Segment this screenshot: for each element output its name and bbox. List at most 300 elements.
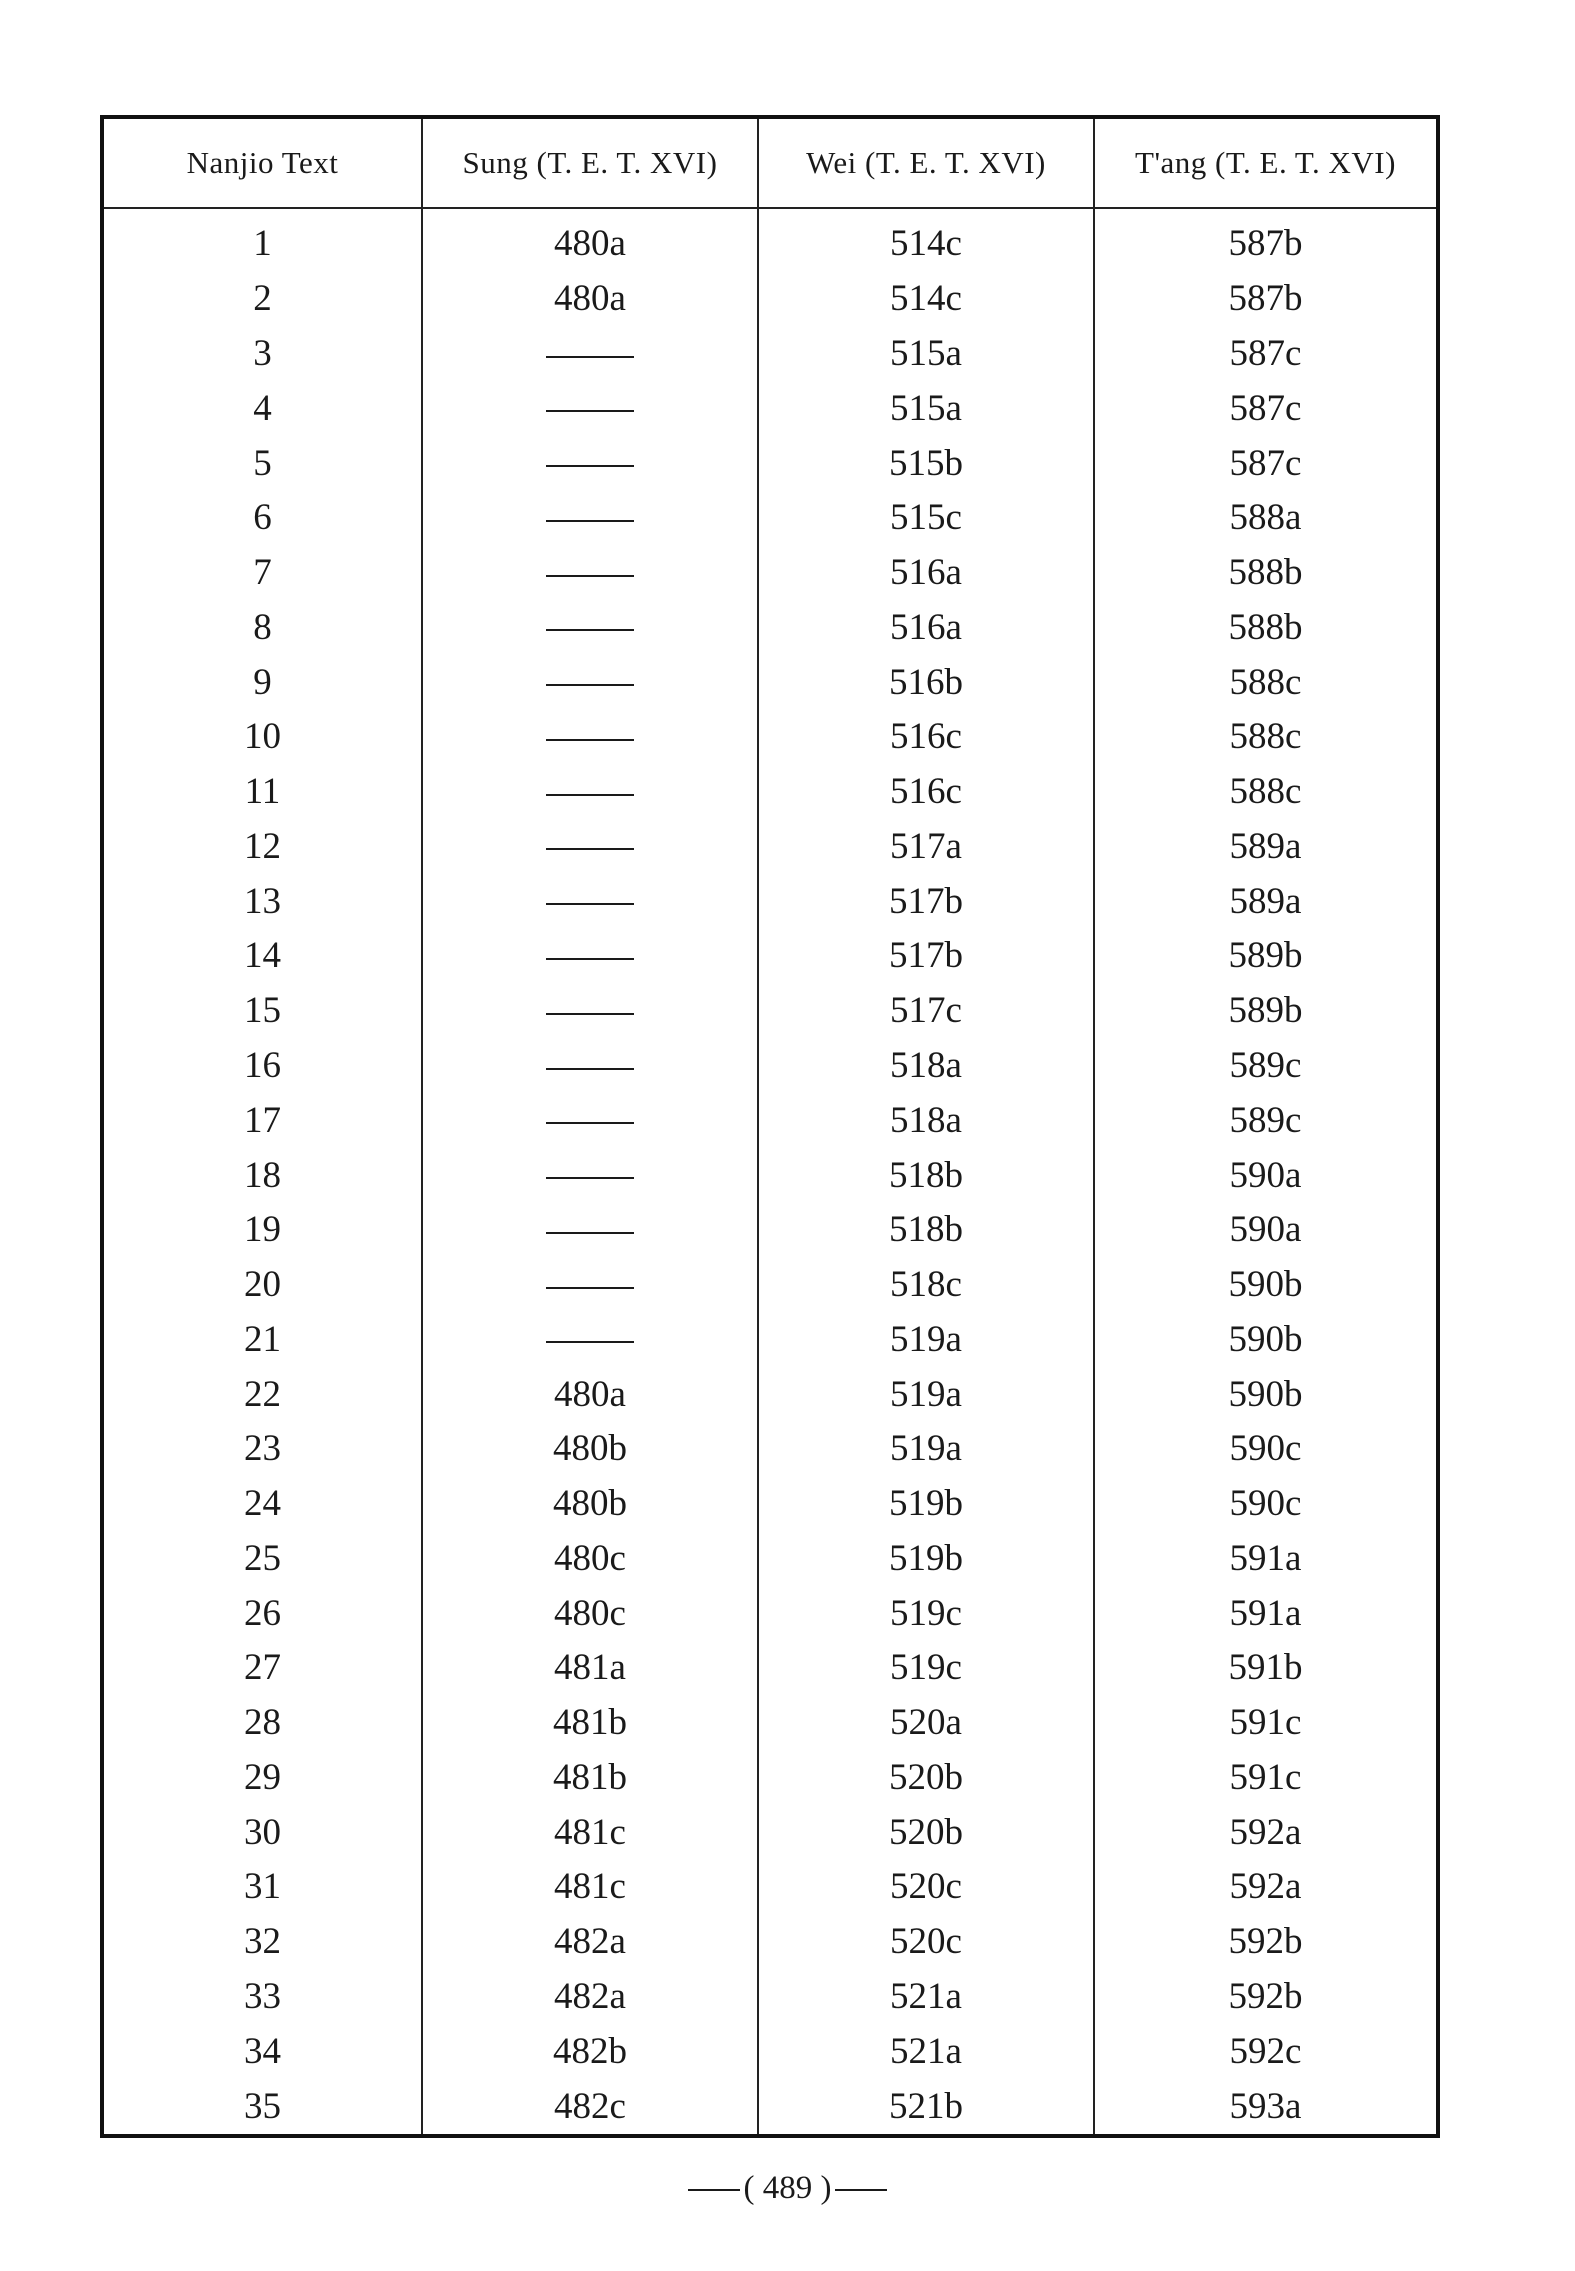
cell-wei — [758, 2024, 1094, 2079]
cell-nanjio-text — [104, 546, 422, 601]
cell-sung — [422, 929, 758, 984]
cell-sung — [422, 1093, 758, 1148]
cell-value: 517b — [889, 935, 963, 977]
cell-tang — [1094, 272, 1436, 327]
cell-nanjio-text — [104, 1039, 422, 1094]
cell-tang — [1094, 655, 1436, 710]
cell-tang — [1094, 1367, 1436, 1422]
cell-tang — [1094, 491, 1436, 546]
cell-nanjio-text — [104, 436, 422, 491]
cell-value: 520b — [889, 1811, 963, 1853]
cell-value: 6 — [253, 497, 272, 539]
cell-wei — [758, 1093, 1094, 1148]
cell-value: 593a — [1229, 2085, 1302, 2127]
cell-tang — [1094, 2079, 1436, 2134]
cell-sung — [422, 710, 758, 765]
cell-value: 515a — [890, 387, 962, 429]
cell-value: 9 — [253, 661, 272, 703]
no-entry-dash — [546, 903, 634, 905]
cell-wei — [758, 546, 1094, 601]
cell-value: 22 — [244, 1373, 281, 1415]
cell-value: 482b — [553, 2030, 627, 2072]
cell-wei — [758, 1805, 1094, 1860]
cell-nanjio-text — [104, 1148, 422, 1203]
cell-wei — [758, 710, 1094, 765]
cell-value: 8 — [253, 606, 272, 648]
cell-value: 481b — [553, 1702, 627, 1744]
table-row — [104, 1477, 1436, 1532]
cell-wei — [758, 1970, 1094, 2025]
cell-nanjio-text — [104, 1258, 422, 1313]
table-row — [104, 2024, 1436, 2079]
cell-value: 480b — [553, 1483, 627, 1525]
cell-tang — [1094, 327, 1436, 382]
cell-value: 482a — [554, 1921, 626, 1963]
cell-value: 515c — [890, 497, 962, 539]
cell-value: 587b — [1228, 278, 1303, 320]
cell-value: 591c — [1229, 1756, 1302, 1798]
cell-sung — [422, 436, 758, 491]
cell-nanjio-text — [104, 1532, 422, 1587]
cell-nanjio-text — [104, 208, 422, 272]
cell-value: 590b — [1228, 1373, 1303, 1415]
cell-value: 517b — [889, 880, 963, 922]
cell-value: 480a — [554, 1373, 626, 1415]
cell-value: 589b — [1228, 935, 1303, 977]
cell-tang — [1094, 1970, 1436, 2025]
cell-value: 10 — [244, 716, 281, 758]
cell-value: 481c — [554, 1866, 626, 1908]
no-entry-dash — [546, 1122, 634, 1124]
cell-tang — [1094, 1805, 1436, 1860]
cell-sung — [422, 1970, 758, 2025]
cell-wei — [758, 929, 1094, 984]
cell-value: 520c — [890, 1866, 962, 1908]
cell-wei — [758, 327, 1094, 382]
cell-nanjio-text — [104, 1203, 422, 1258]
table-row — [104, 1312, 1436, 1367]
cell-tang — [1094, 208, 1436, 272]
cell-value: 589c — [1229, 1044, 1302, 1086]
table-row — [104, 765, 1436, 820]
cell-tang — [1094, 1751, 1436, 1806]
cell-tang — [1094, 1477, 1436, 1532]
cell-value: 35 — [244, 2085, 281, 2127]
cell-value: 516a — [890, 606, 962, 648]
cell-wei — [758, 1751, 1094, 1806]
table-row — [104, 1532, 1436, 1587]
cell-wei — [758, 272, 1094, 327]
cell-value: 3 — [253, 333, 272, 375]
cell-value: 482c — [554, 2085, 626, 2127]
cell-wei — [758, 655, 1094, 710]
cell-nanjio-text — [104, 1422, 422, 1477]
cell-value: 15 — [244, 990, 281, 1032]
cell-tang — [1094, 1696, 1436, 1751]
cell-value: 30 — [244, 1811, 281, 1853]
cell-value: 16 — [244, 1044, 281, 1086]
cell-value: 33 — [244, 1976, 281, 2017]
cell-value: 27 — [244, 1647, 281, 1689]
table-row — [104, 546, 1436, 601]
page-number-text: ( 489 ) — [743, 2170, 832, 2206]
table-row — [104, 1970, 1436, 2025]
cell-value: 587c — [1229, 442, 1302, 484]
cell-value: 590a — [1229, 1154, 1302, 1196]
no-entry-dash — [546, 520, 634, 522]
cell-value: 592b — [1228, 1976, 1303, 2017]
cell-value: 591c — [1229, 1702, 1302, 1744]
cell-value: 31 — [244, 1866, 281, 1908]
cell-value: 590b — [1228, 1318, 1303, 1360]
cell-value: 518c — [890, 1264, 962, 1306]
cell-sung — [422, 1586, 758, 1641]
header-row — [104, 119, 1436, 208]
cell-nanjio-text — [104, 765, 422, 820]
table-row — [104, 1367, 1436, 1422]
cell-wei — [758, 1586, 1094, 1641]
cell-value: 588c — [1229, 771, 1302, 813]
cell-tang — [1094, 1093, 1436, 1148]
table-row — [104, 874, 1436, 929]
cell-tang — [1094, 984, 1436, 1039]
cell-wei — [758, 1641, 1094, 1696]
cell-tang — [1094, 1641, 1436, 1696]
cell-wei — [758, 820, 1094, 875]
cell-value: 29 — [244, 1756, 281, 1798]
cell-sung — [422, 1915, 758, 1970]
cell-tang — [1094, 710, 1436, 765]
cell-sung — [422, 2079, 758, 2134]
cell-nanjio-text — [104, 710, 422, 765]
cell-sung — [422, 1367, 758, 1422]
cell-nanjio-text — [104, 1696, 422, 1751]
cell-value: 589a — [1229, 825, 1302, 867]
cell-value: 519a — [890, 1428, 962, 1470]
cell-nanjio-text — [104, 1805, 422, 1860]
cell-value: 591a — [1229, 1592, 1302, 1634]
page-number — [0, 2170, 1575, 2207]
cell-value: 589c — [1229, 1099, 1302, 1141]
page-number-rule-right — [835, 2189, 887, 2191]
cell-value: 521a — [890, 1976, 962, 2017]
cell-wei — [758, 984, 1094, 1039]
cell-value: 521a — [890, 2030, 962, 2072]
cell-nanjio-text — [104, 874, 422, 929]
table-row — [104, 381, 1436, 436]
cell-wei — [758, 1367, 1094, 1422]
column-header-nanjio-text: Nanjio Text — [104, 119, 422, 208]
cell-nanjio-text — [104, 327, 422, 382]
cell-value: 515b — [889, 442, 963, 484]
cell-tang — [1094, 1532, 1436, 1587]
column-header-wei: Wei (T. E. T. XVI) — [758, 119, 1094, 208]
no-entry-dash — [546, 410, 634, 412]
cell-value: 588a — [1229, 497, 1302, 539]
cell-value: 517c — [890, 990, 962, 1032]
no-entry-dash — [546, 629, 634, 631]
cell-value: 518b — [889, 1154, 963, 1196]
table-row — [104, 491, 1436, 546]
cell-wei — [758, 1915, 1094, 1970]
cell-sung — [422, 1532, 758, 1587]
cell-value: 521b — [889, 2085, 963, 2127]
cell-value: 2 — [253, 278, 272, 320]
cell-wei — [758, 1422, 1094, 1477]
cell-value: 514c — [890, 278, 962, 320]
cell-wei — [758, 765, 1094, 820]
cell-value: 591b — [1228, 1647, 1303, 1689]
cell-value: 480b — [553, 1428, 627, 1470]
cell-tang — [1094, 1422, 1436, 1477]
concordance-table — [104, 119, 1436, 2134]
cell-value: 32 — [244, 1921, 281, 1963]
no-entry-dash — [546, 1341, 634, 1343]
table-row — [104, 1641, 1436, 1696]
cell-value: 592c — [1229, 2030, 1302, 2072]
table-row — [104, 1860, 1436, 1915]
cell-sung — [422, 272, 758, 327]
cell-tang — [1094, 820, 1436, 875]
cell-value: 28 — [244, 1702, 281, 1744]
cell-value: 588b — [1228, 552, 1303, 594]
cell-value: 519b — [889, 1537, 963, 1579]
cell-value: 516b — [889, 661, 963, 703]
cell-value: 592a — [1229, 1866, 1302, 1908]
table-body — [104, 208, 1436, 2134]
table-row — [104, 1751, 1436, 1806]
cell-value: 588c — [1229, 661, 1302, 703]
cell-value: 516c — [890, 771, 962, 813]
cell-value: 590c — [1229, 1483, 1302, 1525]
cell-value: 519b — [889, 1483, 963, 1525]
cell-tang — [1094, 546, 1436, 601]
cell-value: 482a — [554, 1976, 626, 2017]
cell-wei — [758, 600, 1094, 655]
cell-tang — [1094, 2024, 1436, 2079]
table-row — [104, 1148, 1436, 1203]
no-entry-dash — [546, 739, 634, 741]
cell-value: 13 — [244, 880, 281, 922]
page-number-rule-left — [688, 2189, 740, 2191]
cell-value: 19 — [244, 1209, 281, 1251]
cell-sung — [422, 1148, 758, 1203]
cell-sung — [422, 327, 758, 382]
cell-value: 480a — [554, 223, 626, 265]
no-entry-dash — [546, 356, 634, 358]
cell-value: 519c — [890, 1647, 962, 1689]
no-entry-dash — [546, 684, 634, 686]
cell-sung — [422, 1258, 758, 1313]
cell-value: 519a — [890, 1373, 962, 1415]
cell-wei — [758, 381, 1094, 436]
concordance-table-frame — [100, 115, 1440, 2138]
cell-sung — [422, 491, 758, 546]
table-row — [104, 1203, 1436, 1258]
cell-tang — [1094, 1586, 1436, 1641]
cell-sung — [422, 1203, 758, 1258]
cell-value: 518a — [890, 1044, 962, 1086]
cell-value: 4 — [253, 387, 272, 429]
cell-sung — [422, 984, 758, 1039]
cell-value: 592a — [1229, 1811, 1302, 1853]
cell-value: 589b — [1228, 990, 1303, 1032]
cell-wei — [758, 436, 1094, 491]
cell-value: 34 — [244, 2030, 281, 2072]
cell-value: 480a — [554, 278, 626, 320]
cell-value: 518a — [890, 1099, 962, 1141]
cell-value: 20 — [244, 1264, 281, 1306]
cell-tang — [1094, 765, 1436, 820]
cell-value: 589a — [1229, 880, 1302, 922]
cell-wei — [758, 1312, 1094, 1367]
cell-nanjio-text — [104, 491, 422, 546]
cell-sung — [422, 2024, 758, 2079]
cell-nanjio-text — [104, 1367, 422, 1422]
no-entry-dash — [546, 848, 634, 850]
table-row — [104, 436, 1436, 491]
cell-value: 480c — [554, 1537, 626, 1579]
table-row — [104, 929, 1436, 984]
cell-wei — [758, 1860, 1094, 1915]
table-row — [104, 208, 1436, 272]
no-entry-dash — [546, 794, 634, 796]
cell-value: 24 — [244, 1483, 281, 1525]
cell-nanjio-text — [104, 2079, 422, 2134]
cell-value: 520b — [889, 1756, 963, 1798]
table-row — [104, 710, 1436, 765]
cell-nanjio-text — [104, 1915, 422, 1970]
cell-sung — [422, 381, 758, 436]
cell-nanjio-text — [104, 1641, 422, 1696]
cell-nanjio-text — [104, 820, 422, 875]
cell-value: 592b — [1228, 1921, 1303, 1963]
table-row — [104, 1586, 1436, 1641]
table-row — [104, 600, 1436, 655]
cell-sung — [422, 546, 758, 601]
cell-sung — [422, 820, 758, 875]
cell-nanjio-text — [104, 984, 422, 1039]
cell-value: 17 — [244, 1099, 281, 1141]
table-row — [104, 1422, 1436, 1477]
cell-value: 12 — [244, 825, 281, 867]
cell-value: 26 — [244, 1592, 281, 1634]
cell-nanjio-text — [104, 1093, 422, 1148]
cell-wei — [758, 2079, 1094, 2134]
cell-nanjio-text — [104, 272, 422, 327]
cell-value: 588c — [1229, 716, 1302, 758]
no-entry-dash — [546, 1177, 634, 1179]
cell-tang — [1094, 874, 1436, 929]
no-entry-dash — [546, 575, 634, 577]
table-row — [104, 655, 1436, 710]
cell-sung — [422, 1422, 758, 1477]
cell-value: 520a — [890, 1702, 962, 1744]
cell-sung — [422, 208, 758, 272]
table-row — [104, 1915, 1436, 1970]
table-row — [104, 1039, 1436, 1094]
cell-nanjio-text — [104, 1970, 422, 2025]
cell-wei — [758, 1258, 1094, 1313]
cell-value: 588b — [1228, 606, 1303, 648]
cell-sung — [422, 1039, 758, 1094]
cell-value: 517a — [890, 825, 962, 867]
cell-sung — [422, 1477, 758, 1532]
table-row — [104, 1696, 1436, 1751]
no-entry-dash — [546, 1287, 634, 1289]
cell-tang — [1094, 1860, 1436, 1915]
cell-sung — [422, 874, 758, 929]
cell-value: 590a — [1229, 1209, 1302, 1251]
cell-nanjio-text — [104, 655, 422, 710]
cell-tang — [1094, 436, 1436, 491]
table-row — [104, 272, 1436, 327]
cell-value: 23 — [244, 1428, 281, 1470]
column-header-tang: T'ang (T. E. T. XVI) — [1094, 119, 1436, 208]
cell-value: 481a — [554, 1647, 626, 1689]
table-row — [104, 1093, 1436, 1148]
cell-value: 480c — [554, 1592, 626, 1634]
cell-value: 591a — [1229, 1537, 1302, 1579]
cell-wei — [758, 208, 1094, 272]
cell-tang — [1094, 1203, 1436, 1258]
table-row — [104, 327, 1436, 382]
cell-value: 518b — [889, 1209, 963, 1251]
cell-tang — [1094, 929, 1436, 984]
cell-value: 25 — [244, 1537, 281, 1579]
cell-wei — [758, 1477, 1094, 1532]
cell-value: 519c — [890, 1592, 962, 1634]
cell-nanjio-text — [104, 2024, 422, 2079]
cell-tang — [1094, 1148, 1436, 1203]
cell-nanjio-text — [104, 1312, 422, 1367]
cell-value: 481c — [554, 1811, 626, 1853]
table-row — [104, 984, 1436, 1039]
no-entry-dash — [546, 1232, 634, 1234]
cell-wei — [758, 874, 1094, 929]
cell-tang — [1094, 600, 1436, 655]
cell-value: 7 — [253, 552, 272, 594]
cell-value: 520c — [890, 1921, 962, 1963]
column-header-sung: Sung (T. E. T. XVI) — [422, 119, 758, 208]
table-row — [104, 1805, 1436, 1860]
cell-value: 587b — [1228, 223, 1303, 265]
cell-value: 590c — [1229, 1428, 1302, 1470]
cell-nanjio-text — [104, 1860, 422, 1915]
cell-tang — [1094, 1312, 1436, 1367]
cell-value: 14 — [244, 935, 281, 977]
table-row — [104, 2079, 1436, 2134]
cell-tang — [1094, 1039, 1436, 1094]
cell-value: 587c — [1229, 333, 1302, 375]
cell-wei — [758, 1696, 1094, 1751]
cell-sung — [422, 1641, 758, 1696]
cell-wei — [758, 1039, 1094, 1094]
cell-sung — [422, 655, 758, 710]
cell-value: 519a — [890, 1318, 962, 1360]
table-row — [104, 1258, 1436, 1313]
cell-value: 516a — [890, 552, 962, 594]
cell-wei — [758, 1203, 1094, 1258]
no-entry-dash — [546, 958, 634, 960]
cell-tang — [1094, 381, 1436, 436]
cell-value: 481b — [553, 1756, 627, 1798]
cell-tang — [1094, 1258, 1436, 1313]
cell-sung — [422, 1751, 758, 1806]
cell-nanjio-text — [104, 929, 422, 984]
cell-value: 515a — [890, 333, 962, 375]
cell-value: 18 — [244, 1154, 281, 1196]
